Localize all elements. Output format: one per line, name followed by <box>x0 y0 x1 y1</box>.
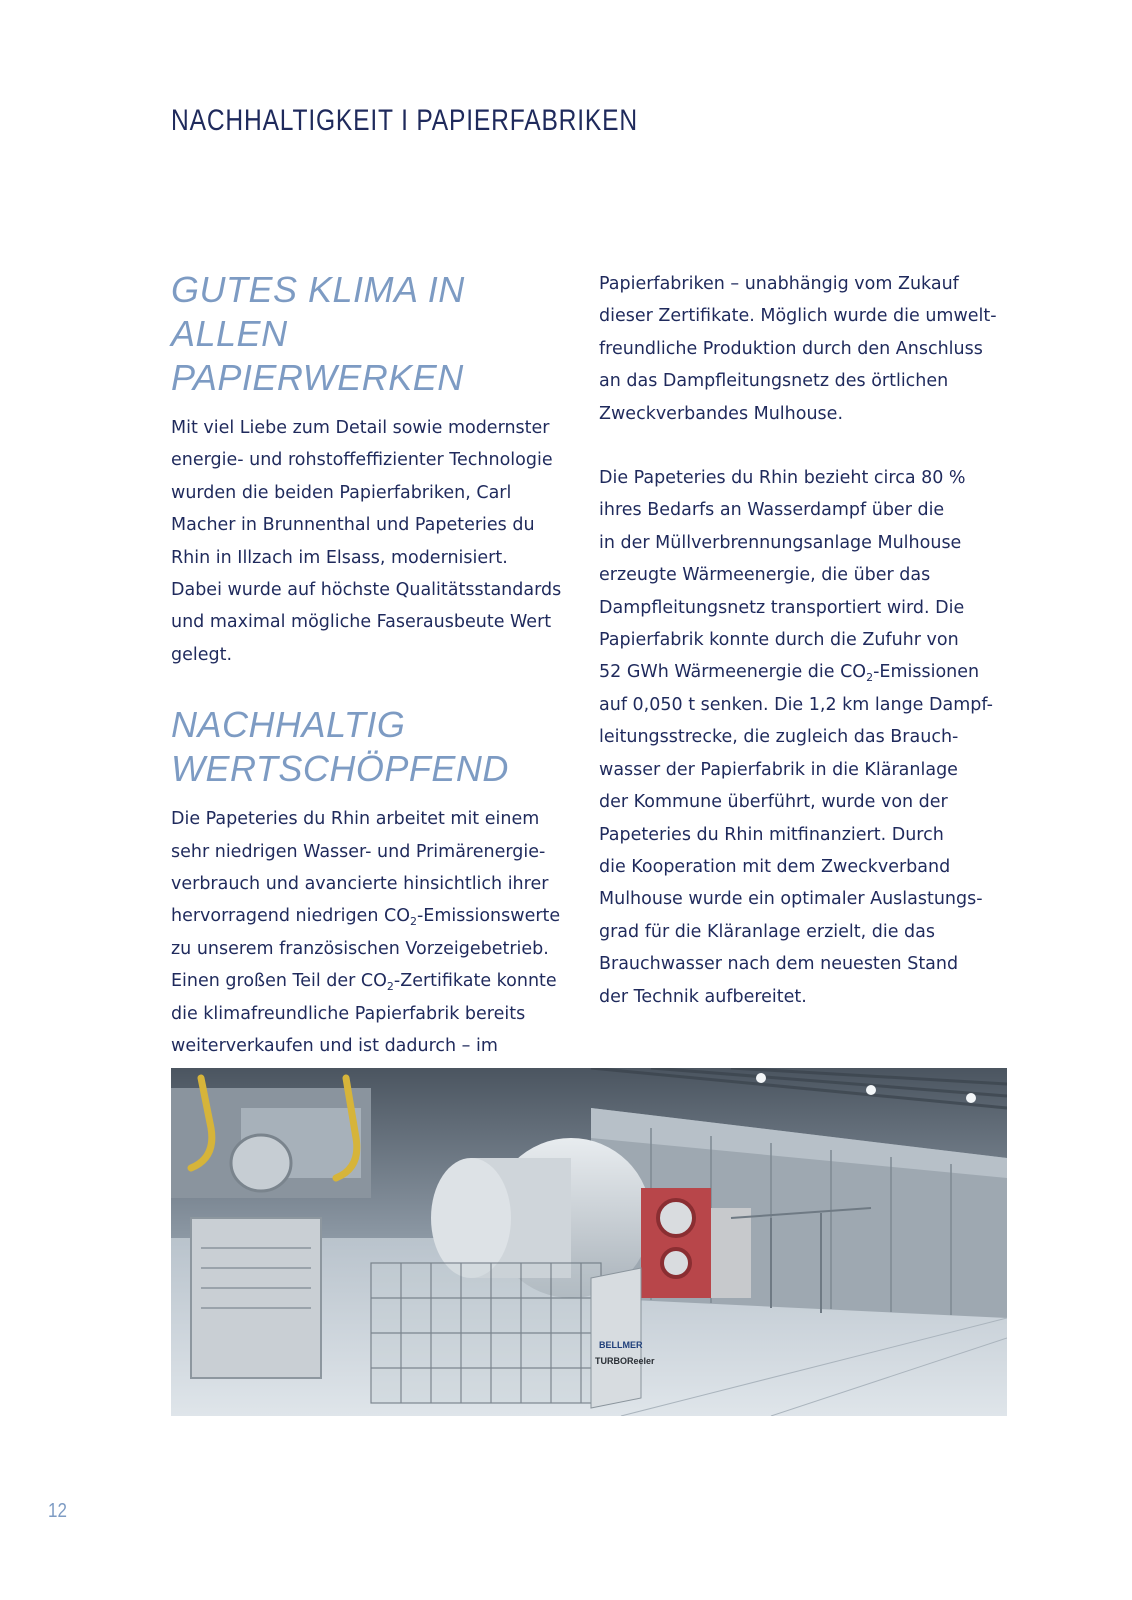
text-run: Die Papeteries du Rhin bezieht circa 80 % ihres Bedarfs an Wasserdampf über die in der Müllverbrennungsanlage Mulhouse erzeugte Wärmeenergie, die über das Dampfleitungsnetz transportiert wird. Die Papierfabrik konnte durch die Zufuhr von 52 GWh Wärmeenergie die CO <box>599 468 966 683</box>
section-heading-wertschoepfend: NACHHALTIG WERTSCHÖPFEND <box>171 704 509 790</box>
paper-machine-illustration <box>171 1068 1007 1416</box>
right-column <box>599 268 1014 1013</box>
subscript: 2 <box>386 980 394 994</box>
text-run: -Zertifikate konnte die klimafreundliche Papierfabrik bereits weiterverkaufen und ist dadurch – im <box>171 971 557 1057</box>
paragraph-klima: Mit viel Liebe zum Detail sowie modernster energie- und rohstoffeffizienter Technologie wurden die beiden Papierfabriken, Carl Macher in Brunnenthal und Papeteries du Rhin in Illzach im Elsass, modernisiert. Dabei wurde auf höchste Qualitätsstandards und maximal mögliche Faserausbeute Wert gelegt. <box>171 418 562 665</box>
paragraph-wasserdampf <box>599 462 1014 1013</box>
page-number: 12 <box>48 1500 67 1522</box>
paper-machine-photo <box>171 1068 1007 1416</box>
left-column <box>171 268 571 1095</box>
text-run: Die Papeteries du Rhin arbeitet mit einem sehr niedrigen Wasser- und Primärenergie- verbrauch und avancierte hinsichtlich ihrer hervorragend niedrigen CO <box>171 809 549 927</box>
paragraph-zertifikate: Papierfabriken – unabhängig vom Zukauf dieser Zertifikate. Möglich wurde die umwelt- freundliche Produktion durch den Anschluss an das Dampfleitungsnetz des örtlichen Zweckverbandes Mulhouse. <box>599 274 997 424</box>
machine-label-turboreeler: TURBOReeler <box>595 1356 655 1366</box>
text-run: -Emissionen auf 0,050 t senken. Die 1,2 km lange Dampf- leitungsstrecke, die zugleich das Brauch- wasser der Papierfabrik in die Kläranlage der Kommune überführt, wurde von der Papeteries du Rhin mitfinanziert. Durch die Kooperation mit dem Zweckverband Mulhouse wurde ein optimaler Auslastungs- grad für die Kläranlage erzielt, die das Brauchwasser nach dem neuesten Stand der Technik aufbereitet. <box>599 662 993 1007</box>
subscript: 2 <box>409 915 417 929</box>
paragraph-wertschoepfend <box>171 803 571 1095</box>
section-heading-klima: GUTES KLIMA IN ALLEN PAPIERWERKEN <box>171 269 465 398</box>
text-run: -Emissionswerte zu unserem französischen Vorzeigebetrieb. Einen großen Teil der CO <box>171 906 561 992</box>
page-title: NACHHALTIGKEIT I PAPIERFABRIKEN <box>171 104 638 137</box>
machine-label-bellmer: BELLMER <box>599 1340 643 1350</box>
subscript: 2 <box>866 671 874 685</box>
